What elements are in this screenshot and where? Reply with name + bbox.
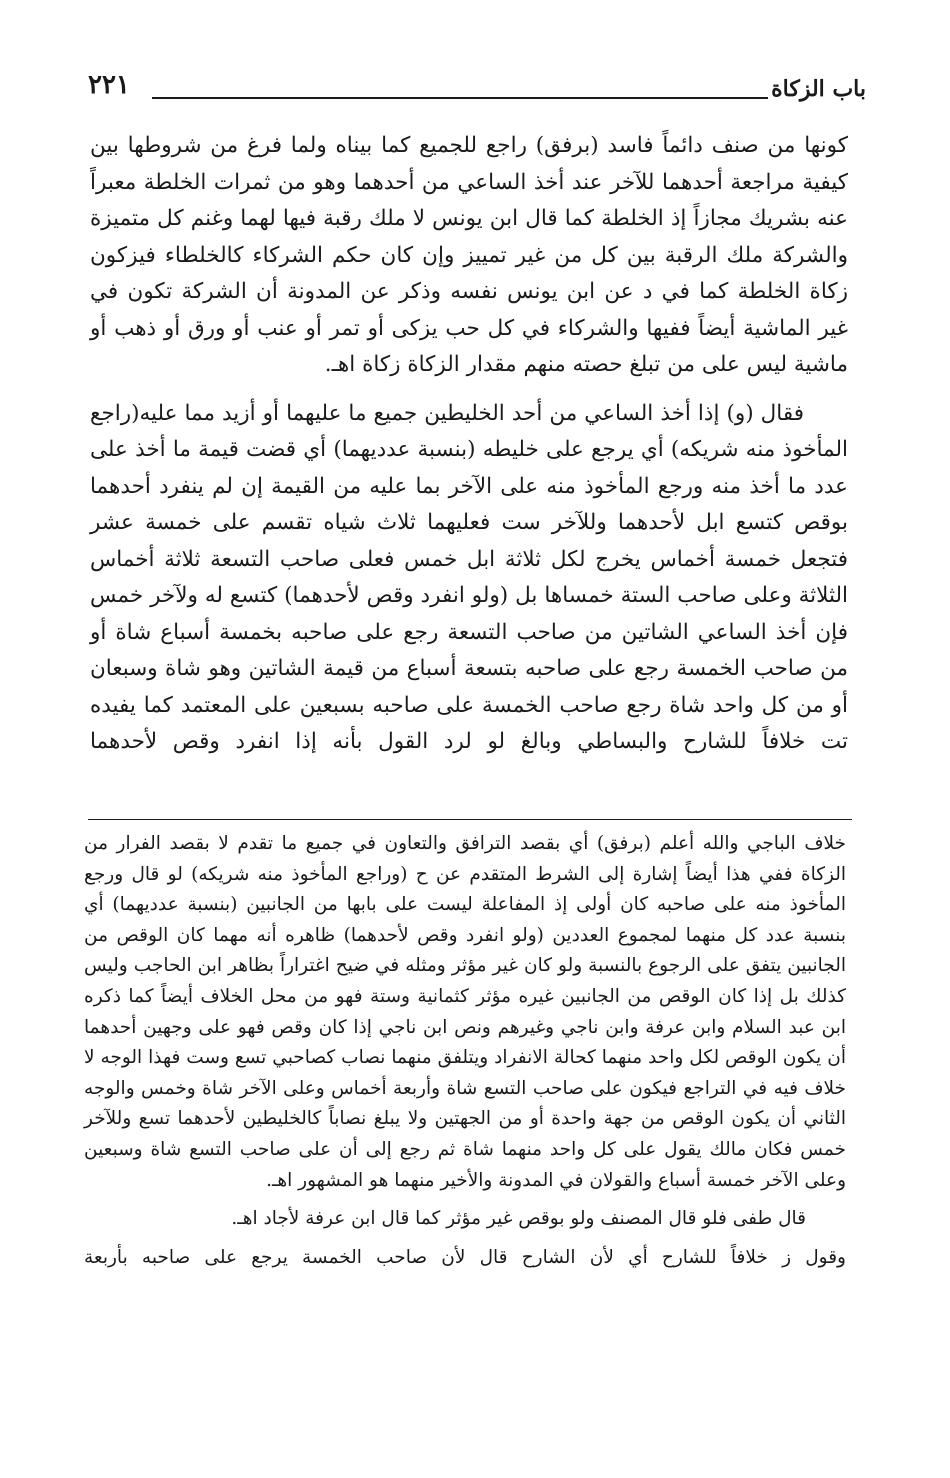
page-number: ٢٢١ bbox=[88, 70, 130, 100]
footnote-divider bbox=[88, 819, 852, 820]
header-rule bbox=[152, 97, 768, 99]
footnote-paragraph-3: وقول ز خلافاً للشارح أي لأن الشارح قال لأن صاحب الخمسة يرجع على صاحبه بأربعة bbox=[84, 1246, 846, 1268]
main-paragraph-1: كونها من صنف دائماً فاسد (برفق) راجع للجميع كما بيناه ولما فرغ من شروطها بين كيفية مراجعة أحدهما للآخر عند أخذ الساعي من أحدهما وهو من ثمرات الخلطة معبراً عنه بشريك مجازاً إذ الخلطة كما قال ابن يونس لا ملك رقبة فيها لهما وغنم كل متميزة والشركة ملك الرقبة بين كل من غير تمييز وإن كان حكم الشركاء كالخلطاء فيزكون زكاة الخلطة كما في د عن ابن يونس نفسه وذكر عن المدونة أن الشركة تكون في غير الماشية أيضاً ففيها والشركاء في كل حب يزكى أو تمر أو عنب أو ورق أو ذهب أو ماشية ليس على من تبلغ حصته منهم مقدار الزكاة زكاة اهـ. bbox=[90, 133, 848, 377]
footnote-paragraph-1: خلاف الباجي والله أعلم (برفق) أي بقصد الترافق والتعاون في جميع ما تقدم لا بقصد الفرار من الزكاة ففي هذا أيضاً إشارة إلى الشرط المتقدم عن ح (وراجع المأخوذ منه شريكه) لو قال ورجع المأخوذ منه على صاحبه كان أولى إذ المفاعلة ليست على بابها من الجانبين (بنسبة عدديهما) أي بنسبة عدد كل منهما لمجموع العددين (ولو انفرد وقص لأحدهما) ظاهره أنه مهما كان الوقص من الجانبين يتفق على الرجوع بالنسبة ولو كان غير مؤثر ومثله في ضيح اغتراراً بظاهر ابن الحاجب وليس كذلك بل إذا كان الوقص من الجانبين غيره مؤثر كثمانية وستة فهو من محل الخلاف أيضاً كما ذكره ابن عبد السلام وابن عرفة وابن ناجي وغيرهم ونص ابن ناجي إذا كان وقص فهو على وجهين أحدهما أن يكون الوقص لكل واحد منهما كحالة الانفراد ويتلفق منهما نصاب كصاحبي تسع وست فهذا الوجه لا خلاف فيه في التراجع فيكون على صاحب التسع شاة وأربعة أخماس وعلى الآخر شاة وخمس والوجه الثاني أن يكون الوقص من جهة واحدة أو من الجهتين ولا يبلغ نصاباً كالخليطين لأحدهما تسع وللآخر خمس فكان مالك يقول على كل واحد منهما شاة ثم رجع إلى أن على صاحب التسع شاة وسبعين وعلى الآخر خمسة أسباع والقولان في المدونة والأخير منهما هو المشهور اهـ. bbox=[84, 833, 846, 1191]
main-text bbox=[90, 128, 848, 761]
main-paragraph-2: فقال (و) إذا أخذ الساعي من أحد الخليطين جميع ما عليهما أو أزيد مما عليه(راجع المأخوذ منه شريكه) أي يرجع على خليطه (بنسبة عدديهما) أي قضت قيمة ما أخذ على عدد ما أخذ منه ورجع المأخوذ منه على الآخر بما عليه من القيمة إن لم ينفرد أحدهما بوقص كتسع ابل لأحدهما وللآخر ست فعليهما ثلاث شياه تقسم على خمسة عشر فتجعل خمسة أخماس يخرج لكل ثلاثة ابل خمس فعلى صاحب التسعة ثلاثة أخماس الثلاثة وعلى صاحب الستة خمساها بل (ولو انفرد وقص لأحدهما) كتسع له ولآخر خمس فإن أخذ الساعي الشاتين من صاحب التسعة رجع على صاحبه بخمسة أسباع شاة أو من صاحب الخمسة رجع على صاحبه بتسعة أسباع من قيمة الشاتين وهو شاة وسبعان أو من كل واحد شاة رجع صاحب الخمسة على صاحبه بسبعين على المعتمد كما يفيده تت خلافاً للشارح والبساطي وبالغ لو لرد القول بأنه إذا انفرد وقص لأحدهما bbox=[90, 400, 848, 754]
page-header bbox=[88, 62, 866, 108]
footnote-paragraph-2: قال طفى فلو قال المصنف ولو بوقص غير مؤثر كما قال ابن عرفة لأجاد اهـ. bbox=[231, 1208, 806, 1230]
footnotes bbox=[84, 829, 846, 1273]
chapter-title: باب الزكاة bbox=[771, 76, 866, 102]
